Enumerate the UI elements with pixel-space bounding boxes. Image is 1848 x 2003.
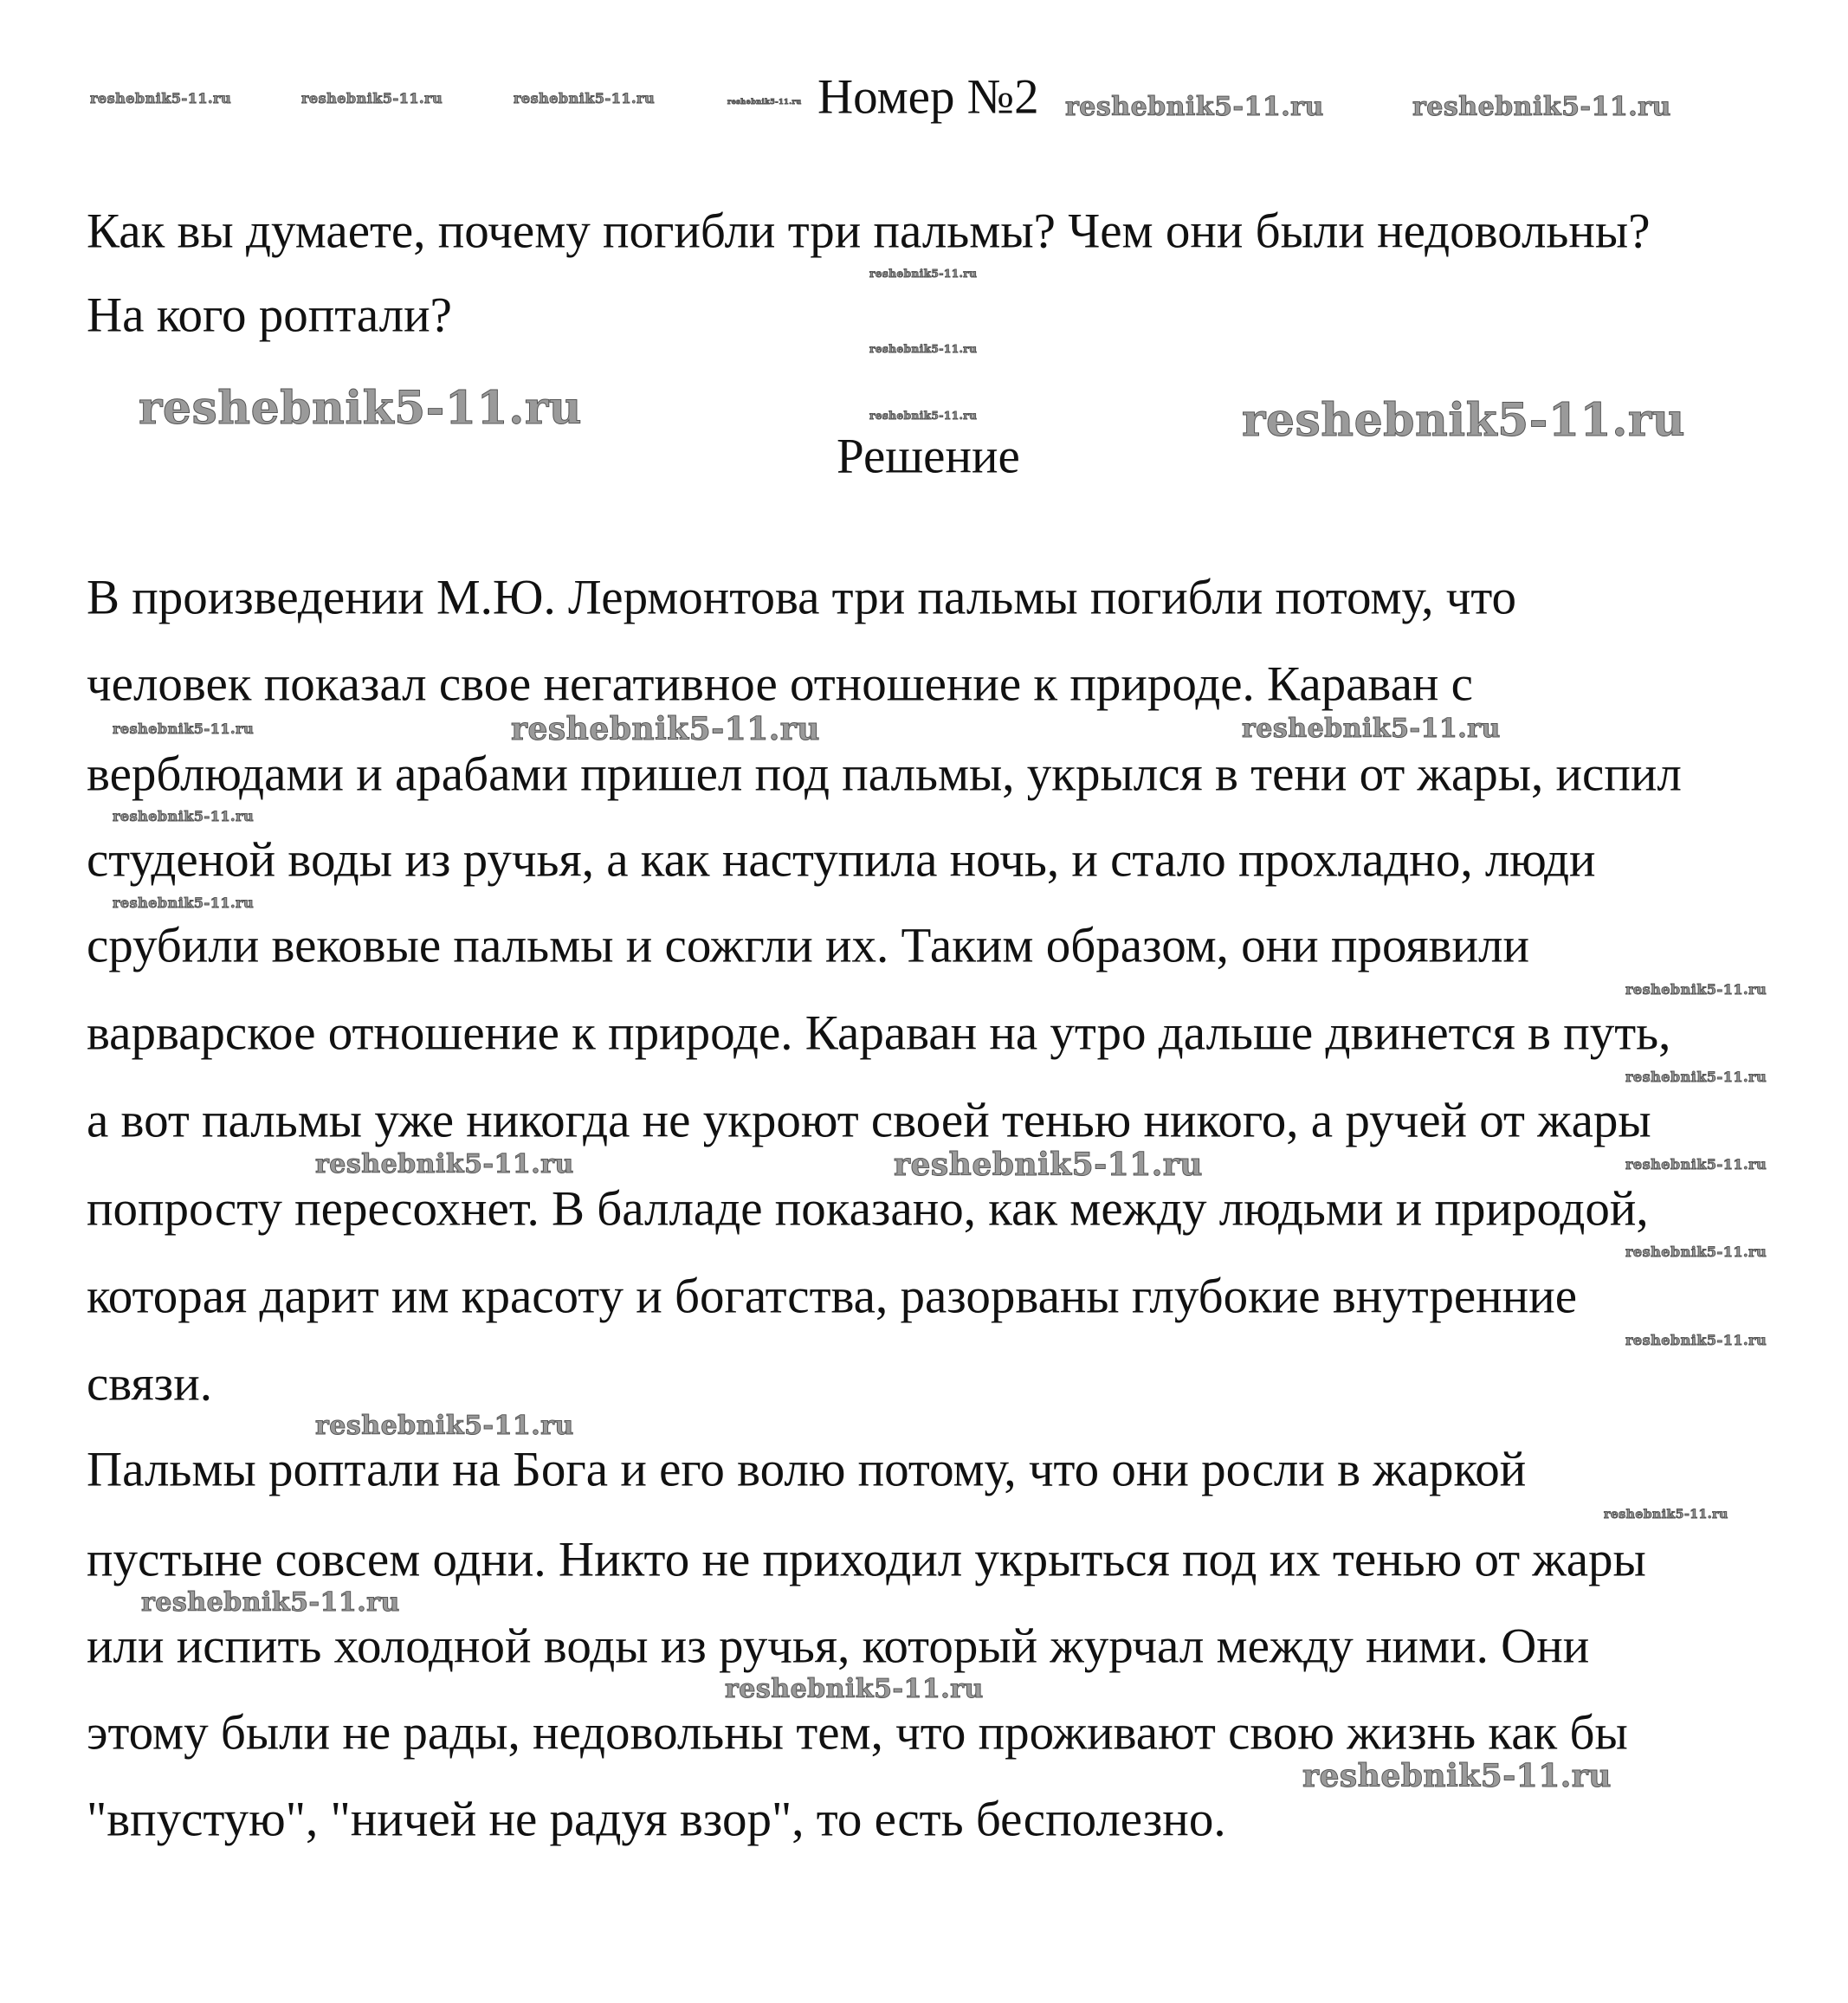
- watermark: reshebnik5-11.ru: [1302, 1758, 1612, 1794]
- answer-line: студеной воды из ручья, а как наступила ночь, и стало прохладно, люди: [87, 832, 1596, 888]
- watermark: reshebnik5-11.ru: [727, 97, 802, 106]
- answer-line: связи.: [87, 1356, 212, 1412]
- watermark: reshebnik5-11.ru: [869, 410, 978, 422]
- solution-heading: Решение: [837, 429, 1020, 484]
- watermark: reshebnik5-11.ru: [113, 895, 255, 911]
- watermark: reshebnik5-11.ru: [1625, 1244, 1767, 1260]
- watermark: reshebnik5-11.ru: [113, 808, 255, 824]
- watermark: reshebnik5-11.ru: [1242, 394, 1686, 447]
- answer-line: Пальмы роптали на Бога и его волю потому, что они росли в жаркой: [87, 1442, 1527, 1497]
- answer-line: верблюдами и арабами пришел под пальмы, укрылся в тени от жары, испил: [87, 746, 1682, 802]
- answer-line: В произведении М.Ю. Лермонтова три пальмы погибли потому, что: [87, 570, 1517, 625]
- watermark: reshebnik5-11.ru: [869, 343, 978, 355]
- watermark: reshebnik5-11.ru: [725, 1674, 984, 1704]
- answer-line: или испить холодной воды из ручья, который журчал между ними. Они: [87, 1619, 1590, 1674]
- watermark: reshebnik5-11.ru: [141, 1587, 400, 1618]
- watermark: reshebnik5-11.ru: [1625, 1069, 1767, 1085]
- watermark: reshebnik5-11.ru: [1625, 981, 1767, 998]
- watermark: reshebnik5-11.ru: [113, 720, 255, 737]
- watermark: reshebnik5-11.ru: [1065, 92, 1324, 122]
- watermark: reshebnik5-11.ru: [869, 268, 978, 280]
- watermark: reshebnik5-11.ru: [1242, 714, 1501, 744]
- question-line: Как вы думаете, почему погибли три пальмы? Чем они были недовольны?: [87, 204, 1651, 259]
- watermark: reshebnik5-11.ru: [315, 1411, 574, 1441]
- watermark: reshebnik5-11.ru: [1625, 1332, 1767, 1348]
- watermark: reshebnik5-11.ru: [139, 382, 583, 435]
- answer-line: "впустую", "ничей не радуя взор", то есть бесполезно.: [87, 1792, 1226, 1847]
- answer-line: срубили вековые пальмы и сожгли их. Таким образом, они проявили: [87, 918, 1529, 973]
- watermark: reshebnik5-11.ru: [90, 90, 232, 107]
- watermark: reshebnik5-11.ru: [894, 1147, 1203, 1183]
- answer-line: попросту пересохнет. В балладе показано, как между людьми и природой,: [87, 1181, 1649, 1237]
- watermark: reshebnik5-11.ru: [514, 90, 656, 107]
- question-line: На кого роптали?: [87, 288, 452, 343]
- task-title: Номер №2: [817, 69, 1039, 125]
- answer-line: этому были не рады, недовольны тем, что проживают свою жизнь как бы: [87, 1705, 1628, 1761]
- answer-line: а вот пальмы уже никогда не укроют своей тенью никого, а ручей от жары: [87, 1093, 1651, 1148]
- answer-line: которая дарит им красоту и богатства, разорваны глубокие внутренние: [87, 1269, 1577, 1324]
- answer-line: варварское отношение к природе. Караван на утро дальше двинется в путь,: [87, 1005, 1671, 1061]
- answer-line: пустыне совсем одни. Никто не приходил укрыться под их тенью от жары: [87, 1532, 1646, 1587]
- watermark: reshebnik5-11.ru: [1604, 1508, 1728, 1522]
- watermark: reshebnik5-11.ru: [511, 711, 820, 747]
- watermark: reshebnik5-11.ru: [301, 90, 443, 107]
- watermark: reshebnik5-11.ru: [315, 1149, 574, 1179]
- answer-line: человек показал свое негативное отношение к природе. Караван с: [87, 656, 1473, 712]
- watermark: reshebnik5-11.ru: [1625, 1156, 1767, 1173]
- watermark: reshebnik5-11.ru: [1412, 92, 1671, 122]
